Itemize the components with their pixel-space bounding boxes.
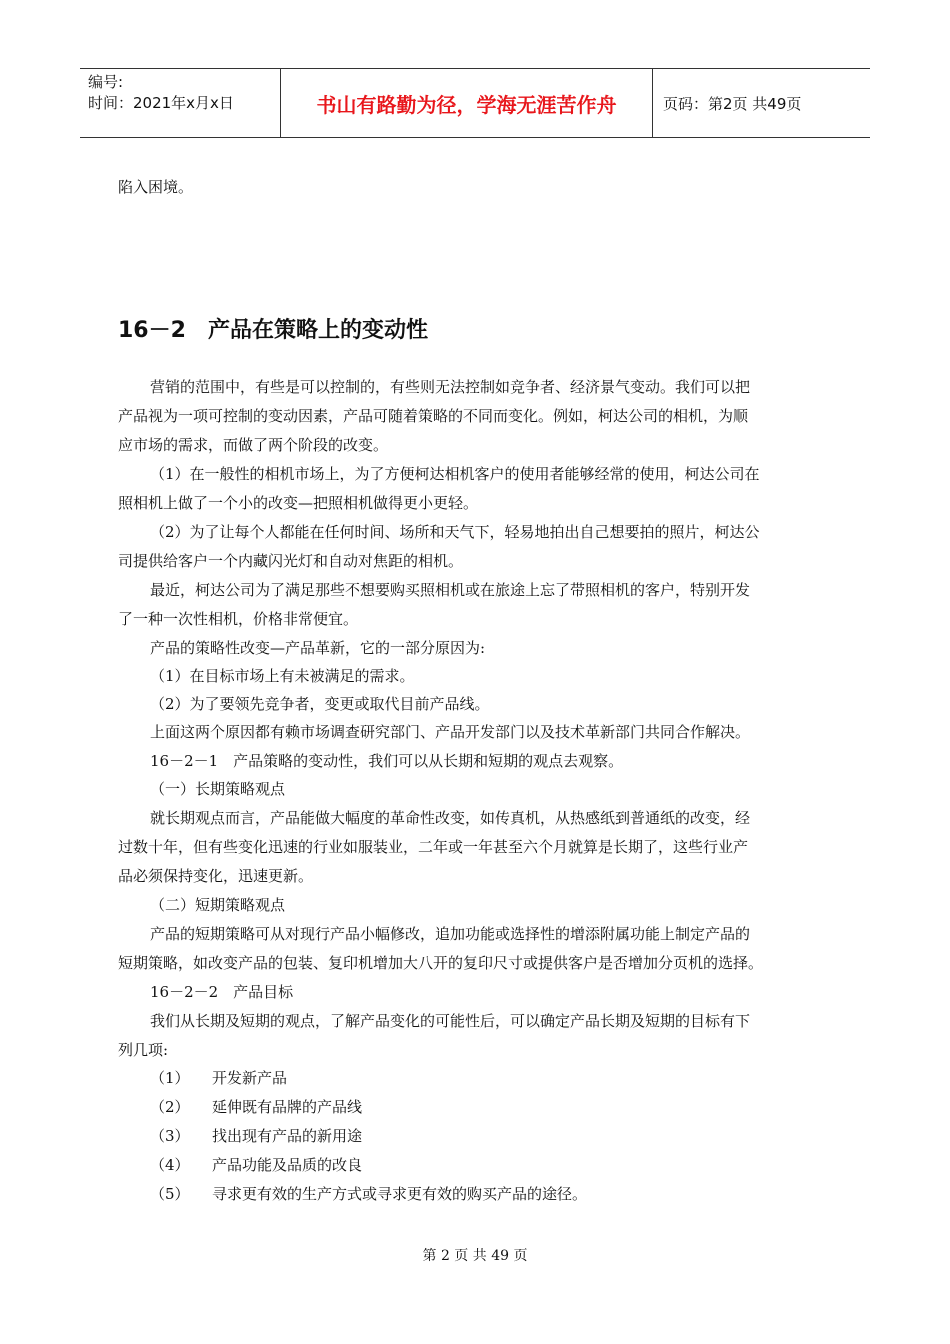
page-footer: 第 2 页 共 49 页 xyxy=(422,1248,528,1264)
body-line: 应市场的需求，而做了两个阶段的改变。 xyxy=(118,436,389,454)
body-line: 过数十年，但有些变化迅速的行业如服装业，二年或一年甚至六个月就算是长期了，这些行业产 xyxy=(118,838,749,856)
body-line: （1）在目标市场上有未被满足的需求。 xyxy=(150,667,415,685)
body-line: （2）为了要领先竞争者，变更或取代目前产品线。 xyxy=(150,695,490,713)
list-item: （5） 寻求更有效的生产方式或寻求更有效的购买产品的途径。 xyxy=(150,1185,588,1203)
body-line: 上面这两个原因都有赖市场调查研究部门、产品开发部门以及技术革新部门共同合作解决。 xyxy=(150,723,751,741)
header-table xyxy=(80,68,870,138)
body-line: 司提供给客户一个内藏闪光灯和自动对焦距的相机。 xyxy=(118,552,464,570)
section-heading xyxy=(118,313,428,344)
body-line: （1）在一般性的相机市场上，为了方便柯达相机客户的使用者能够经常的使用，柯达公司在 xyxy=(150,465,760,483)
body-line: 短期策略，如改变产品的包装、复印机增加大八开的复印尺寸或提供客户是否增加分页机的选择。 xyxy=(118,954,764,972)
body-line: （二）短期策略观点 xyxy=(150,896,286,914)
body-line: 营销的范围中，有些是可以控制的，有些则无法控制如竞争者、经济景气变动。我们可以把 xyxy=(150,378,751,396)
header-page-info: 页码：第2页 共49页 xyxy=(663,94,802,113)
list-item: （1） 开发新产品 xyxy=(150,1069,288,1087)
header-motto: 书山有路勤为径，学海无涯苦作舟 xyxy=(281,69,653,137)
body-line: 我们从长期及短期的观点，了解产品变化的可能性后，可以确定产品长期及短期的目标有下 xyxy=(150,1012,751,1030)
body-line: 最近，柯达公司为了满足那些不想要购买照相机或在旅途上忘了带照相机的客户，特别开发 xyxy=(150,581,751,599)
body-line: 列几项: xyxy=(118,1041,169,1059)
body-line: 产品的策略性改变—产品革新，它的一部分原因为: xyxy=(150,639,486,657)
body-line: 产品的短期策略可从对现行产品小幅修改，追加功能或选择性的增添附属功能上制定产品的 xyxy=(150,925,751,943)
list-item: （2） 延伸既有品牌的产品线 xyxy=(150,1098,363,1116)
list-item: （4） 产品功能及品质的改良 xyxy=(150,1156,363,1174)
body-line: 16－2－2 产品目标 xyxy=(150,983,294,1001)
body-line: 照相机上做了一个小的改变—把照相机做得更小更轻。 xyxy=(118,494,479,512)
body-line: （2）为了让每个人都能在任何时间、场所和天气下，轻易地拍出自己想要拍的照片，柯达公 xyxy=(150,523,760,541)
body-line: 16－2－1 产品策略的变动性，我们可以从长期和短期的观点去观察。 xyxy=(150,752,624,770)
list-item: （3） 找出现有产品的新用途 xyxy=(150,1127,363,1145)
body-line: （一）长期策略观点 xyxy=(150,780,286,798)
carry-over-text: 陷入困境。 xyxy=(118,178,194,196)
doc-number-label: 编号: xyxy=(88,73,124,91)
body-line: 产品视为一项可控制的变动因素，产品可随着策略的不同而变化。例如，柯达公司的相机，为顺 xyxy=(118,407,749,425)
section-number: 16－2 xyxy=(118,318,186,343)
header-meta xyxy=(80,69,281,137)
doc-date: 时间：2021年x月x日 xyxy=(88,94,234,112)
body-line: 就长期观点而言，产品能做大幅度的革命性改变，如传真机，从热感纸到普通纸的改变，经 xyxy=(150,809,751,827)
section-title: 产品在策略上的变动性 xyxy=(208,318,429,343)
body-line: 品必须保持变化，迅速更新。 xyxy=(118,867,314,885)
body-line: 了一种一次性相机，价格非常便宜。 xyxy=(118,610,359,628)
